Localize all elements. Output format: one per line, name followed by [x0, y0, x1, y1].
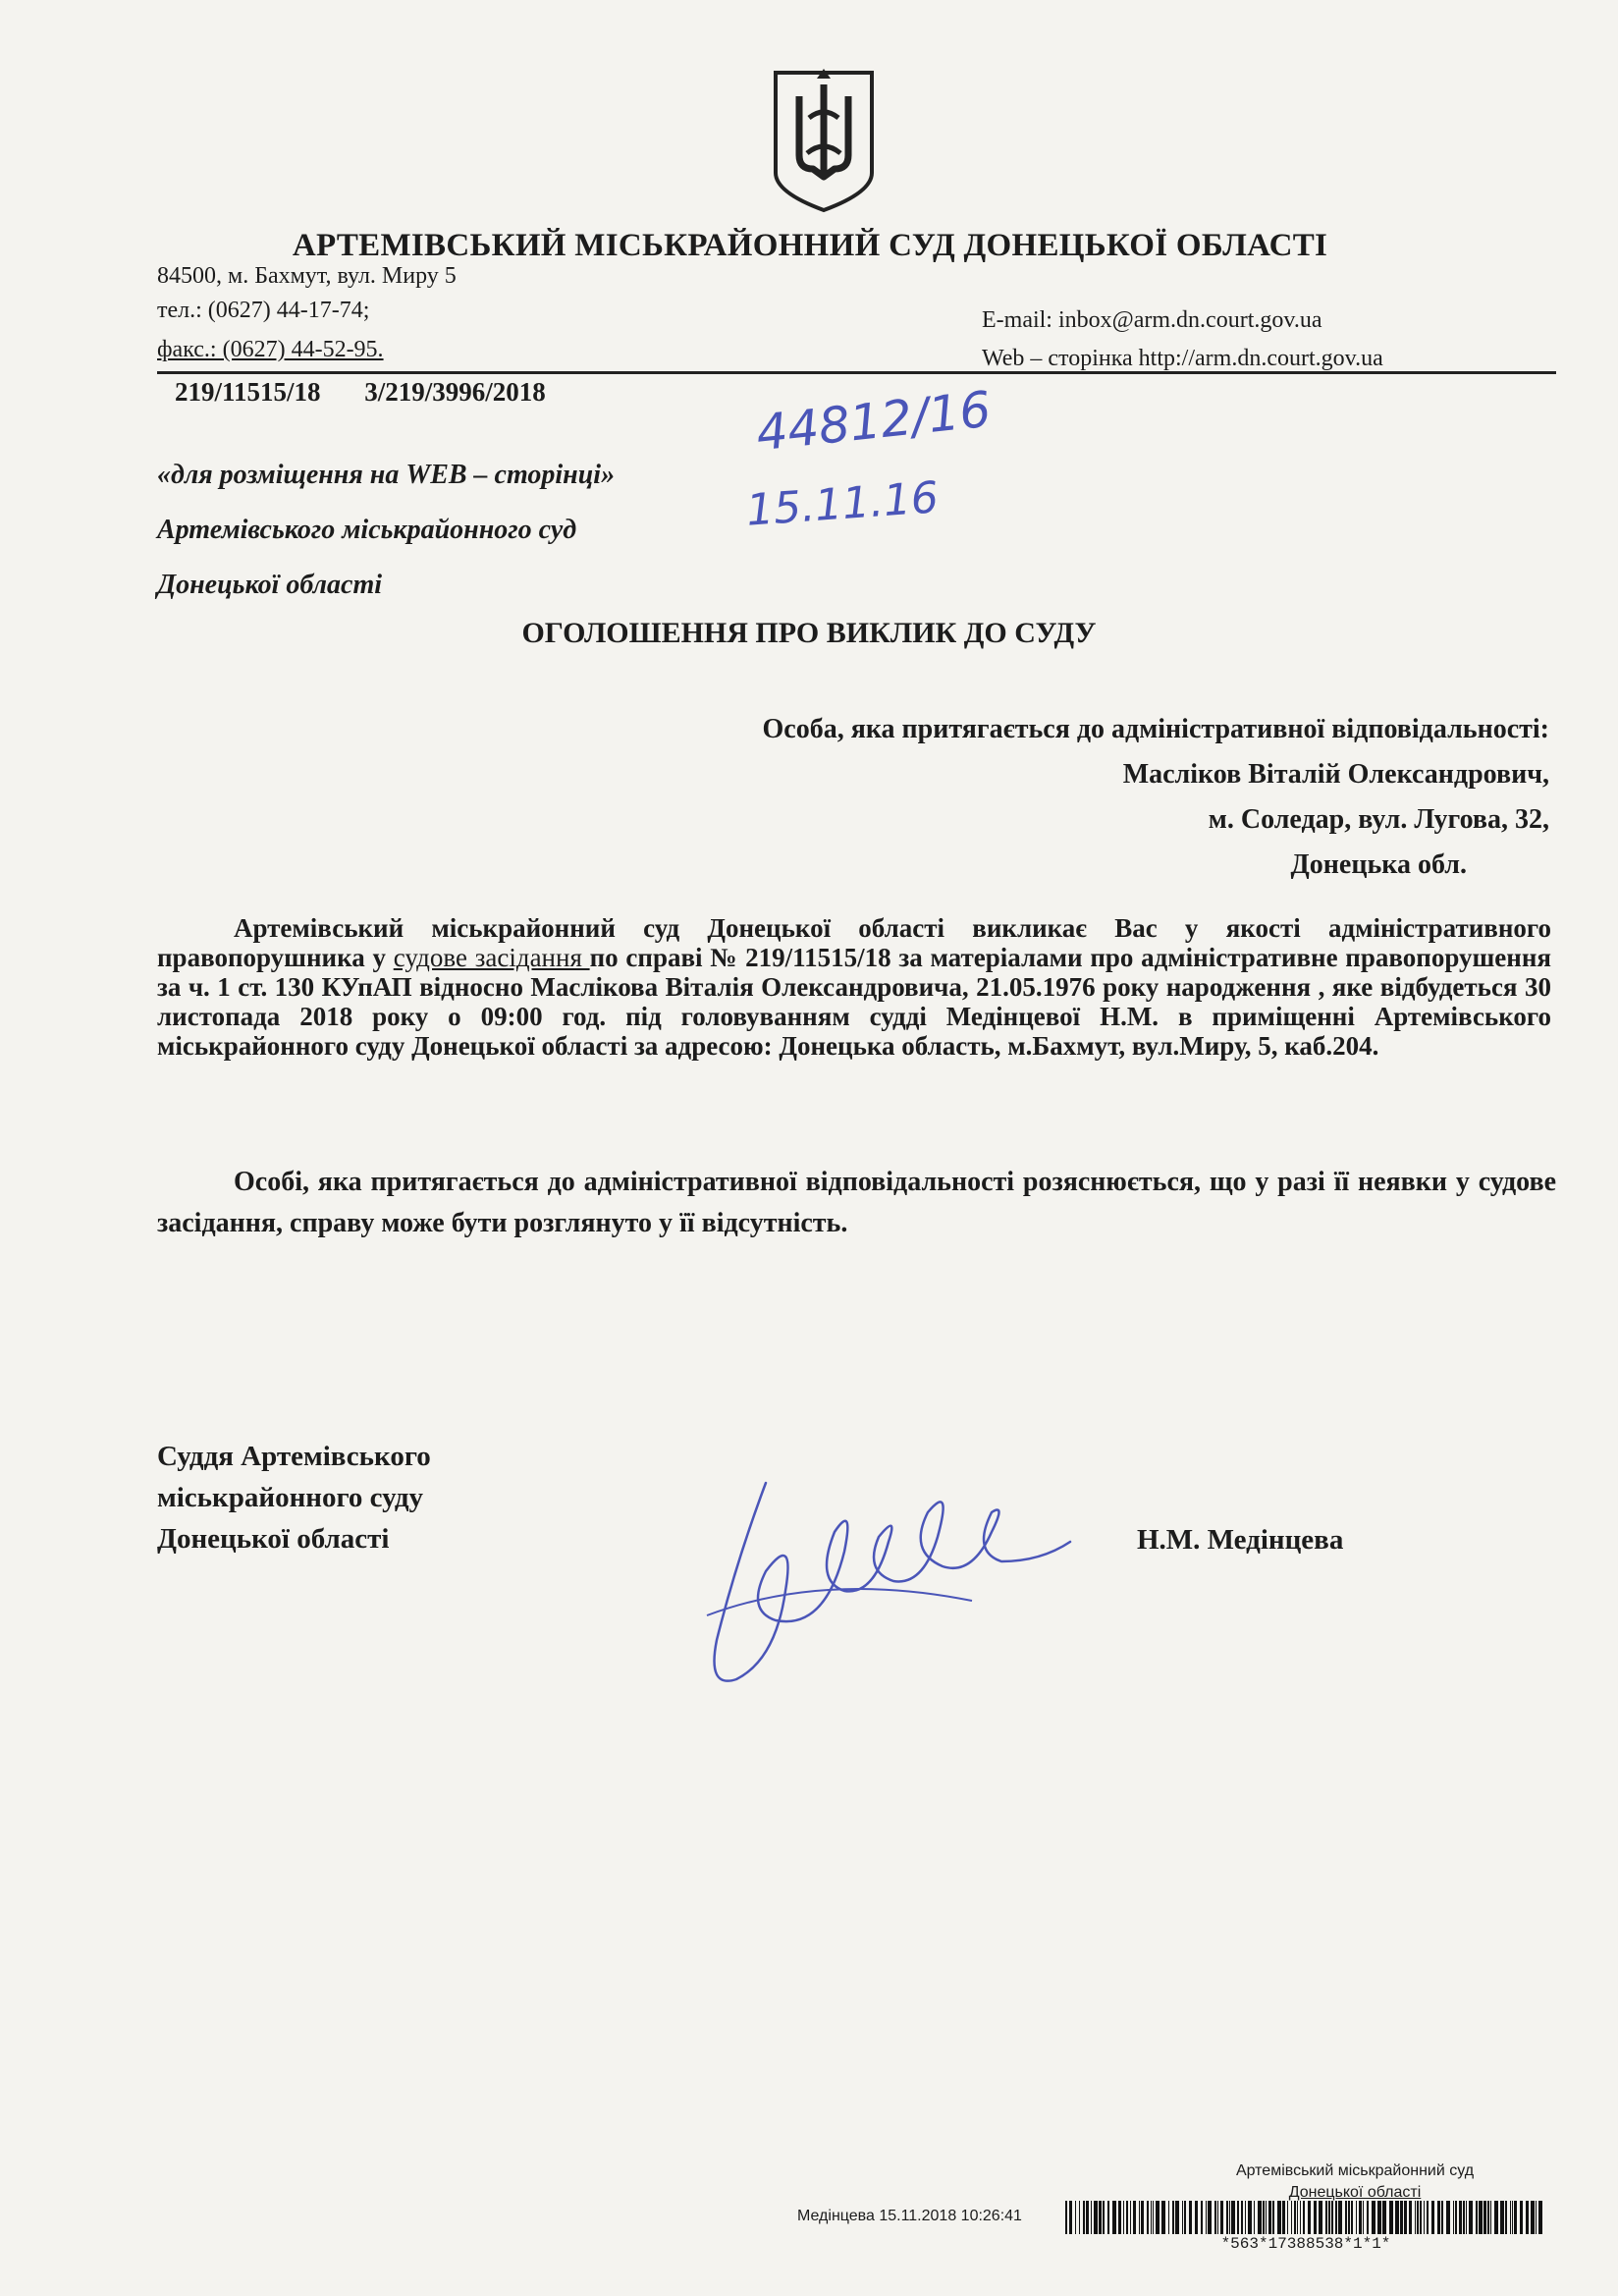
judge-name: Н.М. Медінцева: [1137, 1524, 1344, 1556]
barcode: [1065, 2201, 1546, 2234]
barcode-bar: [1245, 2201, 1246, 2234]
barcode-bar: [1479, 2201, 1483, 2234]
barcode-bar: [1476, 2201, 1478, 2234]
judge-title-block: Суддя Артемівського міськрайонного суду Донецької області: [157, 1441, 431, 1555]
letterhead-divider: [157, 371, 1556, 374]
barcode-bar: [1463, 2201, 1465, 2234]
barcode-bar: [1184, 2201, 1186, 2234]
barcode-bar: [1091, 2201, 1092, 2234]
barcode-bar: [1538, 2201, 1542, 2234]
barcode-bar: [1133, 2201, 1136, 2234]
barcode-bar: [1079, 2201, 1080, 2234]
court-name: АРТЕМІВСЬКИЙ МІСЬКРАЙОННИЙ СУД ДОНЕЦЬКОЇ ОБЛАСТІ: [292, 228, 1328, 263]
barcode-bar: [1206, 2201, 1207, 2234]
barcode-bar: [1282, 2201, 1285, 2234]
barcode-bar: [1415, 2201, 1416, 2234]
barcode-bar: [1377, 2201, 1381, 2234]
barcode-bar: [1153, 2201, 1154, 2234]
barcode-bar: [1500, 2201, 1504, 2234]
barcode-number: *563*17388538*1*1*: [1220, 2235, 1391, 2253]
barcode-bar: [1172, 2201, 1174, 2234]
barcode-bar: [1520, 2201, 1523, 2234]
barcode-bar: [1512, 2201, 1513, 2234]
barcode-bar: [1195, 2201, 1198, 2234]
barcode-bar: [1201, 2201, 1203, 2234]
handwritten-date: 15.11.16: [744, 472, 941, 536]
barcode-bar: [1182, 2201, 1183, 2234]
court-phone: тел.: (0627) 44-17-74;: [157, 298, 370, 323]
barcode-bar: [1266, 2201, 1267, 2234]
barcode-bar: [1258, 2201, 1262, 2234]
barcode-bar: [1272, 2201, 1274, 2234]
addressee-street: м. Соледар, вул. Лугова, 32,: [1208, 804, 1549, 835]
barcode-bar: [1254, 2201, 1255, 2234]
barcode-bar: [1103, 2201, 1105, 2234]
barcode-bar: [1469, 2201, 1473, 2234]
barcode-bar: [1287, 2201, 1288, 2234]
barcode-bar: [1083, 2201, 1085, 2234]
barcode-bar: [1086, 2201, 1089, 2234]
addressee-region: Донецька обл.: [1290, 849, 1467, 880]
barcode-bar: [1118, 2201, 1121, 2234]
barcode-bar: [1338, 2201, 1342, 2234]
barcode-bar: [1453, 2201, 1454, 2234]
barcode-bar: [1356, 2201, 1357, 2234]
barcode-bar: [1300, 2201, 1301, 2234]
barcode-bar: [1308, 2201, 1311, 2234]
barcode-bar: [1431, 2201, 1434, 2234]
barcode-bar: [1156, 2201, 1160, 2234]
barcode-bar: [1404, 2201, 1407, 2234]
barcode-bar: [1189, 2201, 1192, 2234]
registry-timestamp: Медінцева 15.11.2018 10:26:41: [797, 2208, 1022, 2224]
barcode-bar: [1294, 2201, 1296, 2234]
court-address: 84500, м. Бахмут, вул. Миру 5: [157, 263, 457, 289]
barcode-bar: [1389, 2201, 1393, 2234]
barcode-bar: [1420, 2201, 1422, 2234]
barcode-bar: [1328, 2201, 1330, 2234]
barcode-bar: [1331, 2201, 1333, 2234]
barcode-bar: [1359, 2201, 1362, 2234]
barcode-bar: [1112, 2201, 1116, 2234]
barcode-bar: [1417, 2201, 1419, 2234]
barcode-bar: [1325, 2201, 1327, 2234]
proceeding-number: 3/219/3996/2018: [364, 377, 546, 407]
barcode-bar: [1382, 2201, 1386, 2234]
barcode-bar: [1536, 2201, 1537, 2234]
barcode-bar: [1367, 2201, 1369, 2234]
court-session-underlined: судове засідання: [393, 943, 590, 972]
court-email: E-mail: inbox@arm.dn.court.gov.ua: [982, 307, 1322, 333]
addressee-block: [762, 707, 1549, 888]
barcode-bar: [1075, 2201, 1076, 2234]
barcode-bar: [1400, 2201, 1403, 2234]
barcode-bar: [1226, 2201, 1228, 2234]
barcode-bar: [1531, 2201, 1535, 2234]
registry-stamp: Артемівський міськрайонний суд Донецької області: [1235, 2162, 1475, 2201]
barcode-bar: [1220, 2201, 1223, 2234]
barcode-bar: [1303, 2201, 1305, 2234]
barcode-bar: [1466, 2201, 1467, 2234]
barcode-bar: [1348, 2201, 1350, 2234]
barcode-bar: [1319, 2201, 1322, 2234]
barcode-bar: [1231, 2201, 1235, 2234]
barcode-bar: [1487, 2201, 1489, 2234]
case-number: 219/11515/18: [175, 377, 321, 407]
barcode-bar: [1335, 2201, 1337, 2234]
barcode-bar: [1345, 2201, 1347, 2234]
barcode-bar: [1441, 2201, 1443, 2234]
barcode-bar: [1099, 2201, 1102, 2234]
barcode-bar: [1314, 2201, 1317, 2234]
barcode-bar: [1208, 2201, 1212, 2234]
barcode-bar: [1069, 2201, 1072, 2234]
barcode-bar: [1437, 2201, 1440, 2234]
summons-paragraph: Артемівський міськрайонний суд Донецької області викликає Вас у якості адміністративного правопорушника у судове засідання по справі № 219/11515/18 за матеріалами про адміністративне правопорушення за ч. 1 ст. 130 КУпАП відносно Маслікова Віталія Олександровича, 21.05.1976 року народження , яке відбудеться 30 листопада 2018 року о 09:00 год. під головуванням судді Медінцевої Н.М. в приміщенні Артемівського міськрайонного суду Донецької області за адресою: Донецька область, м.Бахмут, вул.Миру, 5, каб.204.: [157, 913, 1551, 1061]
barcode-bar: [1459, 2201, 1462, 2234]
barcode-bar: [1268, 2201, 1271, 2234]
barcode-bar: [1409, 2201, 1412, 2234]
barcode-bar: [1139, 2201, 1140, 2234]
court-web: Web – сторінка http://arm.dn.court.gov.ua: [982, 346, 1383, 371]
barcode-bar: [1217, 2201, 1218, 2234]
barcode-bar: [1107, 2201, 1109, 2234]
trident-emblem-icon: [770, 67, 878, 214]
barcode-bar: [1446, 2201, 1450, 2234]
web-note-line2: Артемівського міськрайонного суд: [157, 515, 577, 545]
barcode-bar: [1065, 2201, 1067, 2234]
barcode-bar: [1214, 2201, 1216, 2234]
barcode-bar: [1151, 2201, 1152, 2234]
absence-notice-paragraph: Особі, яка притягається до адміністративної відповідальності розяснюється, що у разі її неявки у судове засідання, справу може бути розглянуто у її відсутність.: [157, 1167, 1556, 1238]
barcode-bar: [1168, 2201, 1169, 2234]
barcode-bar: [1372, 2201, 1375, 2234]
barcode-bar: [1490, 2201, 1491, 2234]
barcode-bar: [1248, 2201, 1252, 2234]
registration-numbers: [175, 377, 546, 408]
barcode-bar: [1229, 2201, 1230, 2234]
court-fax: факс.: (0627) 44-52-95.: [157, 337, 384, 362]
barcode-bar: [1241, 2201, 1243, 2234]
barcode-bar: [1277, 2201, 1281, 2234]
web-note-line1: «для розміщення на WEB – сторінці»: [157, 460, 616, 490]
barcode-bar: [1514, 2201, 1517, 2234]
addressee-name: Масліков Віталій Олександрович,: [1122, 759, 1549, 790]
barcode-bar: [1263, 2201, 1265, 2234]
barcode-bar: [1424, 2201, 1425, 2234]
barcode-bar: [1147, 2201, 1149, 2234]
barcode-bar: [1161, 2201, 1165, 2234]
web-note-line3: Донецької області: [157, 570, 383, 600]
barcode-bar: [1130, 2201, 1131, 2234]
barcode-bar: [1237, 2201, 1239, 2234]
addressee-role: Особа, яка притягається до адміністративної відповідальності:: [762, 714, 1549, 744]
barcode-bar: [1175, 2201, 1179, 2234]
barcode-bar: [1483, 2201, 1486, 2234]
document-heading: ОГОЛОШЕННЯ ПРО ВИКЛИК ДО СУДУ: [521, 617, 1097, 649]
barcode-bar: [1094, 2201, 1098, 2234]
barcode-bar: [1291, 2201, 1292, 2234]
barcode-bar: [1427, 2201, 1429, 2234]
barcode-bar: [1505, 2201, 1507, 2234]
barcode-bar: [1141, 2201, 1144, 2234]
barcode-bar: [1123, 2201, 1124, 2234]
barcode-bar: [1363, 2201, 1364, 2234]
barcode-bar: [1526, 2201, 1529, 2234]
handwritten-incoming-number: 44812/16: [753, 380, 994, 463]
handwritten-signature: [677, 1444, 1090, 1699]
barcode-bar: [1395, 2201, 1399, 2234]
barcode-bar: [1510, 2201, 1511, 2234]
barcode-bar: [1455, 2201, 1457, 2234]
barcode-bar: [1126, 2201, 1128, 2234]
barcode-bar: [1297, 2201, 1298, 2234]
barcode-bar: [1494, 2201, 1498, 2234]
barcode-bar: [1351, 2201, 1353, 2234]
